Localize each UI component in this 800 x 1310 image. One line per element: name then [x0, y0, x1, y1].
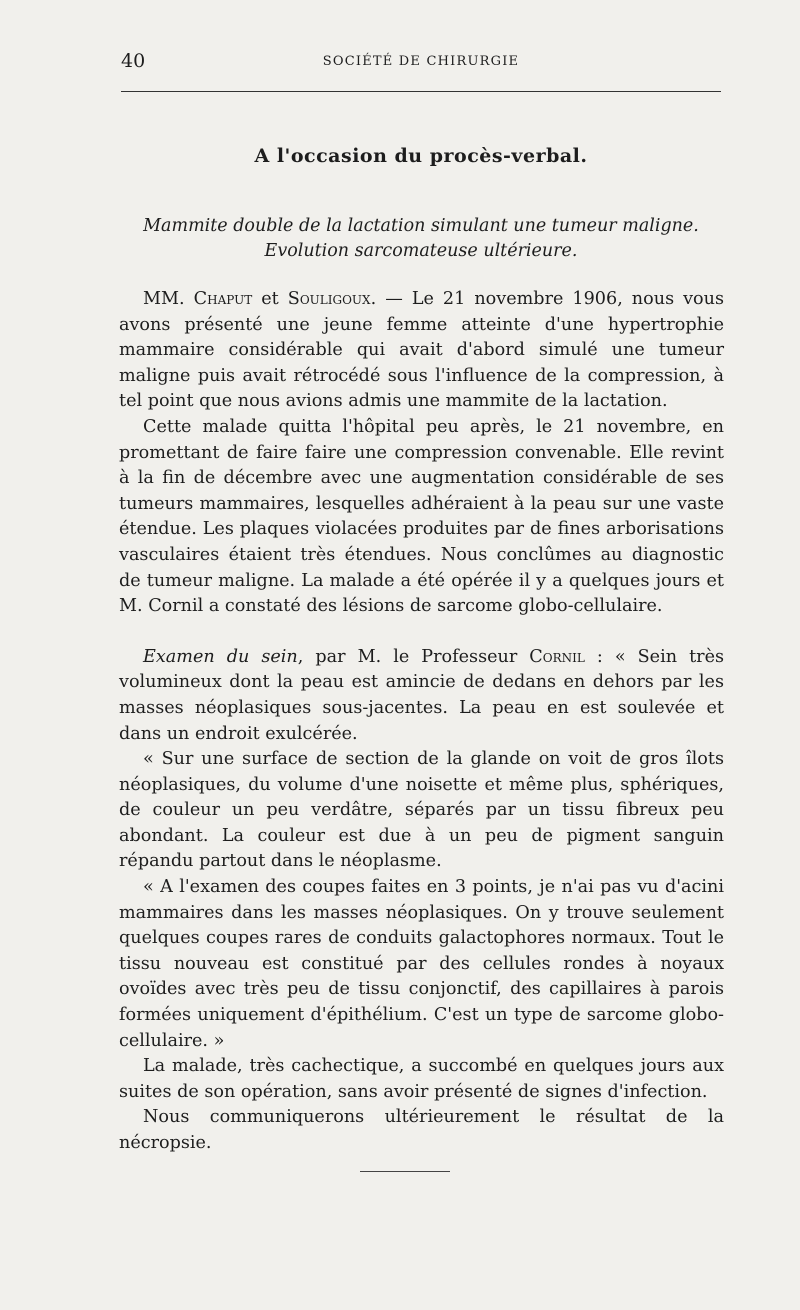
- paragraph-7: Nous communiquerons ultérieurement le résultat de la nécropsie.: [119, 1107, 724, 1153]
- page-header: [121, 50, 721, 74]
- paragraph-4: « Sur une surface de section de la glande on voit de gros îlots néoplasiques, du volume d'une noisette et même plus, sphériques, de couleur un peu verdâtre, séparés par un tissu fibreux peu abondant. La couleur est due à un peu de pigment sanguin répandu partout dans le néoplasme.: [119, 749, 724, 872]
- page-number: 40: [121, 50, 146, 72]
- paragraph-1-lead: MM.: [143, 289, 194, 309]
- paragraph-2: Cette malade quitta l'hôpital peu après, le 21 novembre, en promettant de faire faire une compression convenable. Elle revint à la fin de décembre avec une augmentation considérable de ses tumeurs mammaires, lesquelles adhéraient à la peau sur une vaste étendue. Les plaques violacées produites par de fines arborisations vasculaires étaient très étendues. Nous conclûmes au diagnostic de tumeur maligne. La malade a été opérée il y a quelques jours et M. Cornil a constaté des lésions de sarcome globo-cellulaire.: [119, 416, 724, 617]
- subtitle-line-1: Mammite double de la lactation simulant une tumeur maligne.: [143, 216, 699, 236]
- paragraph-5: « A l'examen des coupes faites en 3 points, je n'ai pas vu d'acini mammaires dans les masses néoplasiques. On y trouve seulement quelques coupes rares de conduits galactophores normaux. Tout le tissu nouveau est constitué par des cellules rondes à noyaux ovoïdes avec très peu de tissu conjonctif, des capillaires à parois formées uniquement d'épithélium. C'est un type de sarcome globo-cellulaire. »: [119, 877, 724, 1051]
- section-title: A l'occasion du procès-verbal.: [254, 145, 588, 167]
- paragraph-3-italic: Examen du sein: [143, 646, 298, 667]
- paragraph-3: [119, 645, 724, 747]
- article-subtitle: [120, 214, 722, 264]
- header-rule: [121, 91, 721, 92]
- running-title: SOCIÉTÉ DE CHIRURGIE: [322, 54, 520, 69]
- paragraph-3-mid: , par M. le Professeur: [297, 646, 530, 667]
- author-souligoux: Souligoux: [287, 289, 371, 309]
- paragraph-3-text: : « Sein très volumineux dont la peau est amincie de dedans en dehors par les masses néoplasiques sous-jacentes. La peau en est soulevée et dans un endroit exulcérée.: [119, 646, 725, 744]
- paragraph-1-text: . — Le 21 novembre 1906, nous vous avons présenté une jeune femme atteinte d'une hypertrophie mammaire considérable qui avait d'abord simulé une tumeur maligne puis avait rétrocédé sous l'influence de la compression, à tel point que nous avions admis une mammite de la lactation.: [119, 289, 725, 412]
- author-cornil: Cornil: [529, 646, 585, 667]
- subtitle-line-2: Evolution sarcomateuse ultérieure.: [264, 241, 578, 261]
- author-chaput: Chaput: [193, 289, 253, 309]
- end-rule: [360, 1171, 450, 1172]
- article-body: [119, 287, 724, 1157]
- paragraph-6: La malade, très cachectique, a succombé en quelques jours aux suites de son opération, sans avoir présenté de signes d'infection.: [119, 1056, 724, 1102]
- paragraph-1-and: et: [252, 289, 288, 309]
- paragraph-1: [119, 287, 724, 415]
